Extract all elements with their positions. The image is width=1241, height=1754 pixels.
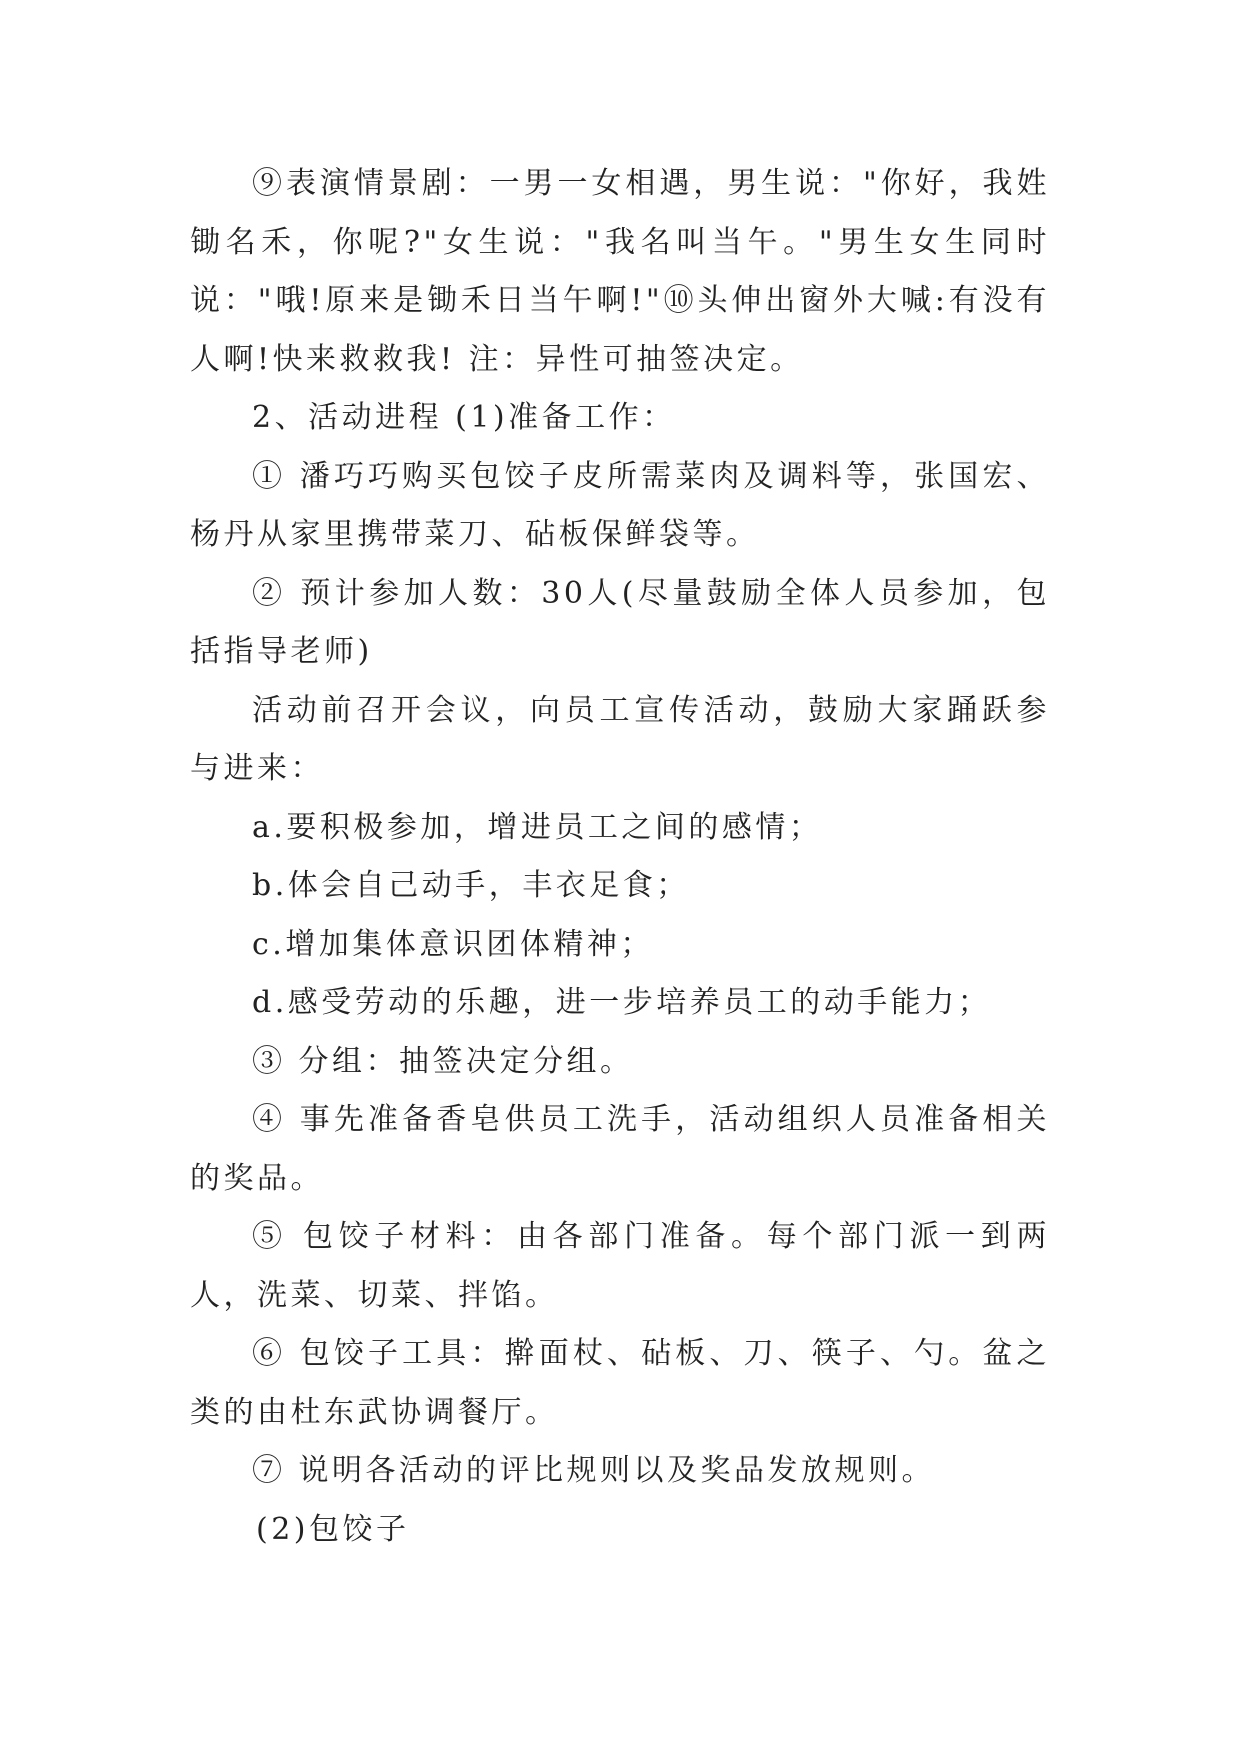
paragraph-activity-process-heading: 2、活动进程 (1)准备工作： xyxy=(252,400,676,435)
paragraph-soap-and-prizes: ④ 事先准备香皂供员工洗手，活动组织人员准备相关的奖品。 xyxy=(190,1102,1050,1196)
paragraph-pre-activity-meeting: 活动前召开会议，向员工宣传活动，鼓励大家踊跃参与进来： xyxy=(190,692,1050,786)
paragraph-dumpling-materials: ⑤ 包饺子材料：由各部门准备。每个部门派一到两人，洗菜、切菜、拌馅。 xyxy=(190,1219,1050,1313)
paragraph-dumpling-tools: ⑥ 包饺子工具：擀面杖、砧板、刀、筷子、勺。盆之类的由杜东武协调餐厅。 xyxy=(190,1336,1050,1430)
list-item-d: d.感受劳动的乐趣，进一步培养员工的动手能力； xyxy=(252,985,992,1020)
list-item-b: b.体会自己动手，丰衣足食； xyxy=(252,868,690,903)
list-item-a: a.要积极参加，增进员工之间的感情； xyxy=(252,809,823,845)
list-item-c: c.增加集体意识团体精神； xyxy=(252,926,654,962)
paragraph-make-dumplings-heading: (2)包饺子 xyxy=(256,1511,410,1547)
paragraph-skit-description: ⑨表演情景剧：一男一女相遇，男生说："你好，我姓锄名禾，你呢?"女生说："我名叫当午。"男生女生同时说："哦!原来是锄禾日当午啊!"⑩头伸出窗外大喊:有没有人啊!快来救救我! 注：异性可抽签决定。 xyxy=(190,166,1050,377)
paragraph-expected-attendance: ② 预计参加人数：30人(尽量鼓励全体人员参加，包括指导老师) xyxy=(190,575,1050,669)
paragraph-rules-explanation: ⑦ 说明各活动的评比规则以及奖品发放规则。 xyxy=(252,1453,936,1488)
paragraph-purchase-materials: ① 潘巧巧购买包饺子皮所需菜肉及调料等，张国宏、杨丹从家里携带菜刀、砧板保鲜袋等。 xyxy=(190,458,1050,552)
document-body xyxy=(190,155,1050,1559)
paragraph-grouping: ③ 分组：抽签决定分组。 xyxy=(252,1043,634,1079)
